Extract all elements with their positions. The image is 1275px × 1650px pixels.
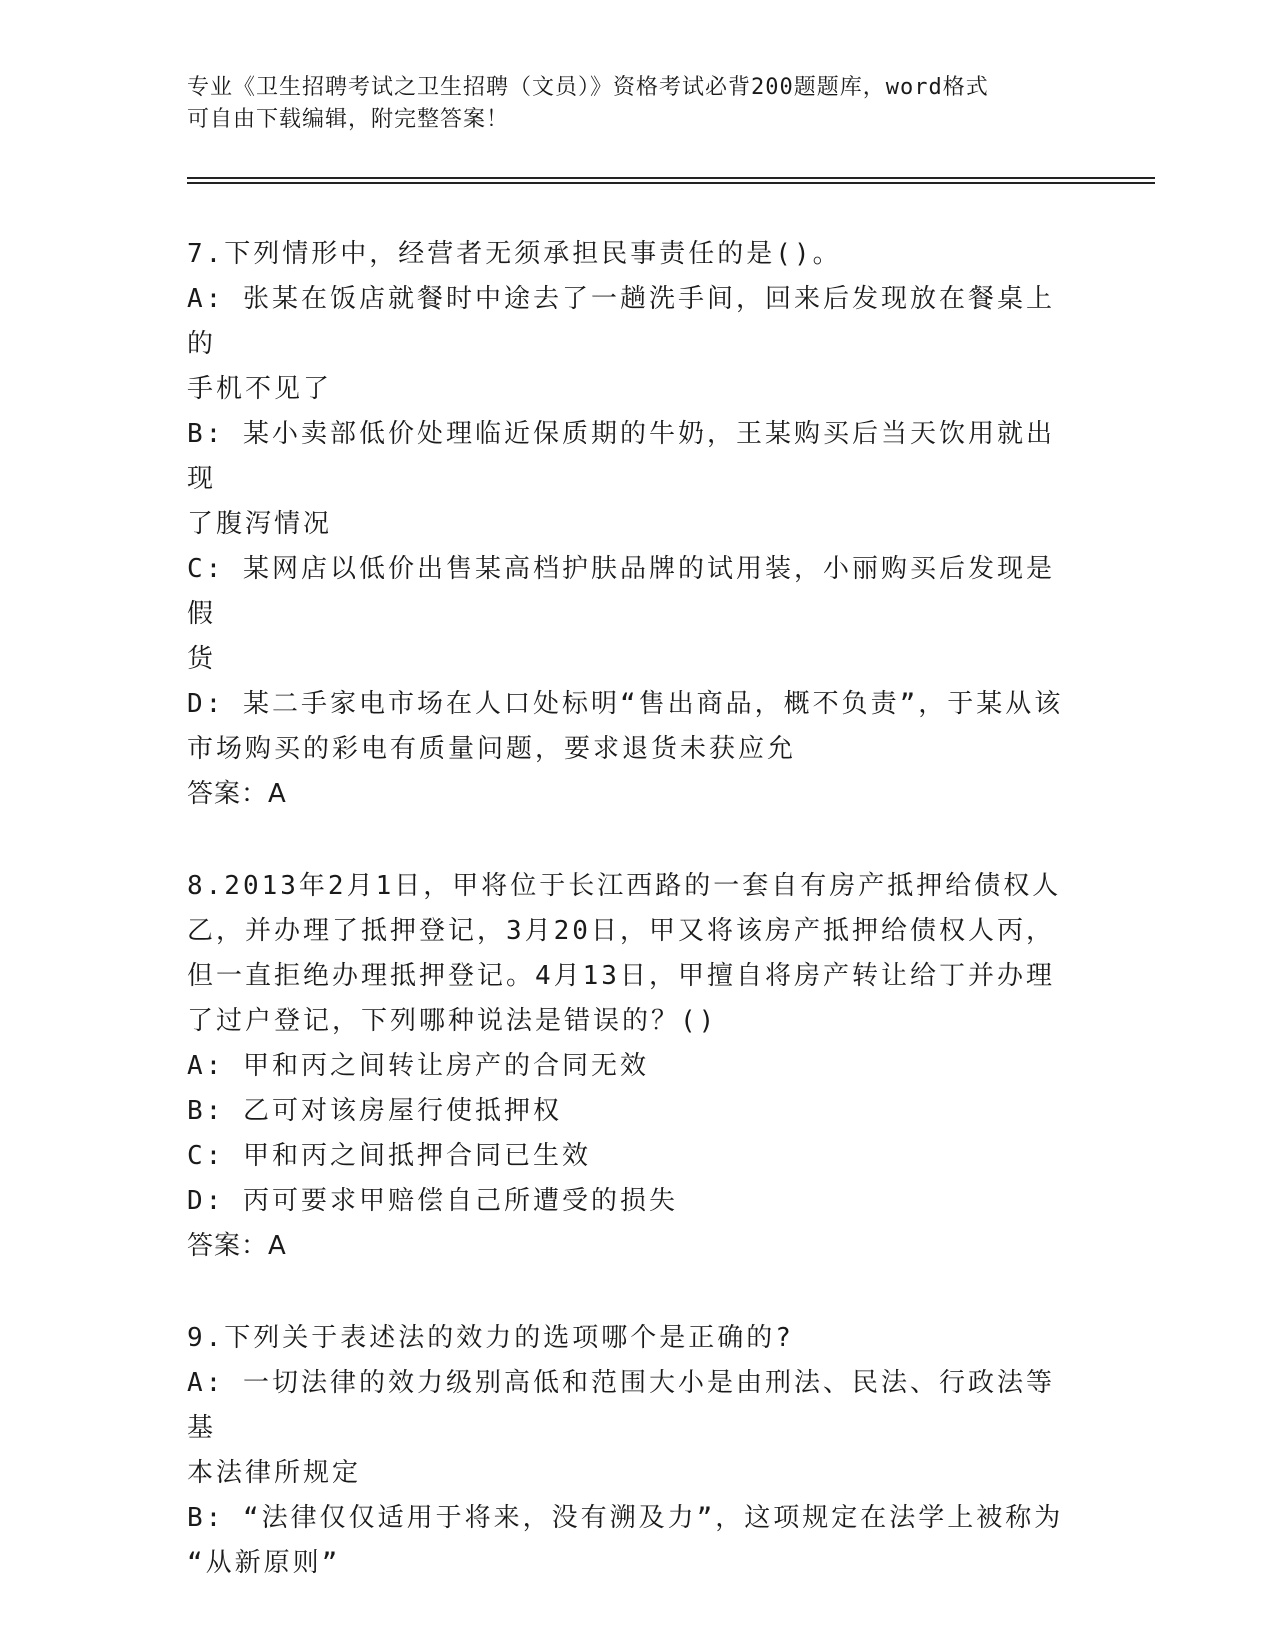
question-8 <box>187 864 1067 1269</box>
option-d <box>187 682 1067 772</box>
option-line: B: “法律仅仅适用于将来，没有溯及力”，这项规定在法学上被称为 <box>187 1503 1064 1533</box>
option-d <box>187 1179 1067 1224</box>
option-line: B: 乙可对该房屋行使抵押权 <box>187 1096 562 1126</box>
option-line: B: 某小卖部低价处理临近保质期的牛奶，王某购买后当天饮用就出现 <box>187 419 1055 494</box>
header-divider-top <box>187 177 1155 179</box>
answer-label: 答案：A <box>187 1231 287 1261</box>
header-line: 可自由下载编辑，附完整答案！ <box>187 107 510 132</box>
header-line: 专业《卫生招聘考试之卫生招聘（文员）》资格考试必背200题题库，word格式 <box>187 75 989 100</box>
option-line: 市场购买的彩电有质量问题，要求退货未获应允 <box>187 734 797 764</box>
option-c <box>187 547 1067 682</box>
question-list <box>187 232 1067 1633</box>
option-line: D: 某二手家电市场在人口处标明“售出商品，概不负责”，于某从该 <box>187 689 1064 719</box>
answer-label: 答案：A <box>187 779 287 809</box>
question-9 <box>187 1316 1067 1586</box>
option-line: 本法律所规定 <box>187 1458 362 1488</box>
option-line: D: 丙可要求甲赔偿自己所遭受的损失 <box>187 1186 678 1216</box>
document-header <box>187 72 1067 136</box>
header-divider-bottom <box>187 182 1155 184</box>
option-line: C: 甲和丙之间抵押合同已生效 <box>187 1141 591 1171</box>
option-c <box>187 1134 1067 1179</box>
option-line: “从新原则” <box>187 1548 341 1578</box>
option-a <box>187 1361 1067 1496</box>
option-line: 了腹泻情况 <box>187 509 333 539</box>
option-line: A: 张某在饭店就餐时中途去了一趟洗手间，回来后发现放在餐桌上的 <box>187 284 1055 359</box>
question-stem: 但一直拒绝办理抵押登记。4月13日，甲擅自将房产转让给丁并办理 <box>187 961 1055 991</box>
option-line: C: 某网店以低价出售某高档护肤品牌的试用装，小丽购买后发现是假 <box>187 554 1055 629</box>
question-stem: 了过户登记，下列哪种说法是错误的？() <box>187 1006 718 1036</box>
option-a <box>187 1044 1067 1089</box>
option-line: 货 <box>187 644 217 674</box>
question-stem: 9.下列关于表述法的效力的选项哪个是正确的? <box>187 1323 794 1353</box>
question-stem: 7.下列情形中，经营者无须承担民事责任的是()。 <box>187 239 842 269</box>
option-line: A: 甲和丙之间转让房产的合同无效 <box>187 1051 649 1081</box>
question-stem: 8.2013年2月1日，甲将位于长江西路的一套自有房产抵押给债权人 <box>187 871 1062 901</box>
option-b <box>187 1496 1067 1586</box>
option-b <box>187 412 1067 547</box>
option-a <box>187 277 1067 412</box>
option-line: 手机不见了 <box>187 374 333 404</box>
question-stem: 乙，并办理了抵押登记，3月20日，甲又将该房产抵押给债权人丙， <box>187 916 1055 946</box>
option-b <box>187 1089 1067 1134</box>
question-7 <box>187 232 1067 817</box>
option-line: A: 一切法律的效力级别高低和范围大小是由刑法、民法、行政法等基 <box>187 1368 1055 1443</box>
